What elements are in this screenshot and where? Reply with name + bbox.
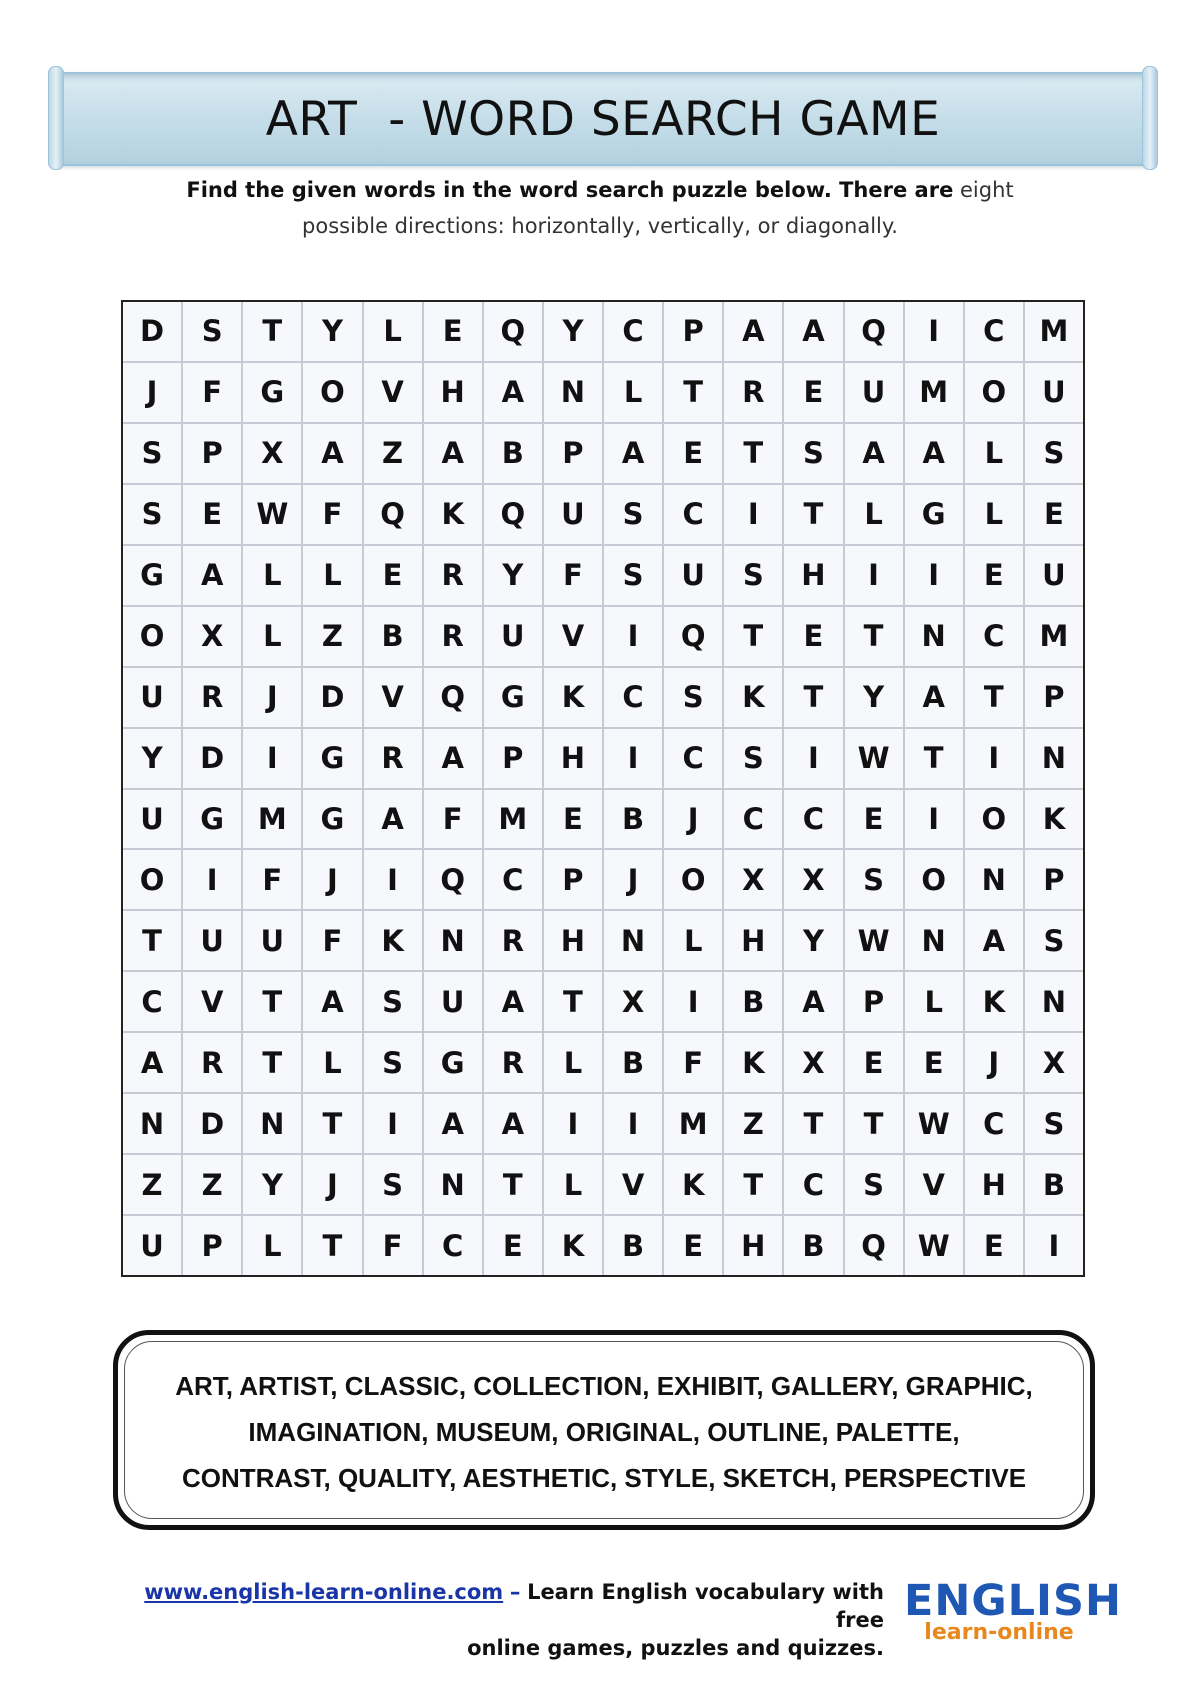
- grid-cell[interactable]: O: [123, 607, 181, 666]
- grid-cell[interactable]: A: [183, 546, 241, 605]
- grid-cell[interactable]: E: [1025, 485, 1083, 544]
- grid-cell[interactable]: L: [243, 546, 301, 605]
- grid-cell[interactable]: C: [965, 607, 1023, 666]
- grid-cell[interactable]: B: [364, 607, 422, 666]
- english-learn-online-logo: [904, 1576, 1123, 1645]
- grid-cell[interactable]: R: [424, 546, 482, 605]
- grid-cell[interactable]: E: [664, 1216, 722, 1275]
- grid-cell[interactable]: U: [664, 546, 722, 605]
- grid-cell[interactable]: I: [604, 729, 662, 788]
- grid-cell[interactable]: A: [303, 972, 361, 1031]
- grid-cell[interactable]: D: [183, 729, 241, 788]
- grid-cell[interactable]: Q: [364, 485, 422, 544]
- grid-cell[interactable]: T: [123, 911, 181, 970]
- grid-cell[interactable]: T: [724, 1155, 782, 1214]
- grid-cell[interactable]: A: [965, 911, 1023, 970]
- grid-cell[interactable]: M: [664, 1094, 722, 1153]
- grid-cell[interactable]: B: [784, 1216, 842, 1275]
- grid-cell[interactable]: C: [604, 668, 662, 727]
- grid-cell[interactable]: G: [484, 668, 542, 727]
- grid-cell[interactable]: B: [604, 1216, 662, 1275]
- grid-cell[interactable]: H: [784, 546, 842, 605]
- grid-cell[interactable]: M: [1025, 607, 1083, 666]
- grid-cell[interactable]: S: [123, 485, 181, 544]
- grid-cell[interactable]: C: [664, 485, 722, 544]
- grid-cell[interactable]: Y: [784, 911, 842, 970]
- grid-cell[interactable]: I: [243, 729, 301, 788]
- grid-cell[interactable]: X: [243, 424, 301, 483]
- grid-cell[interactable]: O: [965, 363, 1023, 422]
- grid-cell[interactable]: P: [544, 424, 602, 483]
- grid-cell[interactable]: R: [484, 1033, 542, 1092]
- grid-cell[interactable]: L: [364, 302, 422, 361]
- grid-cell[interactable]: R: [183, 668, 241, 727]
- grid-cell[interactable]: T: [544, 972, 602, 1031]
- grid-cell[interactable]: X: [784, 850, 842, 909]
- grid-cell[interactable]: Z: [303, 607, 361, 666]
- grid-cell[interactable]: T: [243, 1033, 301, 1092]
- grid-cell[interactable]: O: [905, 850, 963, 909]
- grid-cell[interactable]: Z: [364, 424, 422, 483]
- title-banner: [56, 72, 1150, 166]
- grid-cell[interactable]: G: [303, 729, 361, 788]
- grid-cell[interactable]: W: [905, 1216, 963, 1275]
- grid-cell[interactable]: J: [123, 363, 181, 422]
- grid-cell[interactable]: E: [784, 363, 842, 422]
- logo-line-2: learn-online: [924, 1620, 1074, 1645]
- grid-cell[interactable]: C: [784, 790, 842, 849]
- grid-cell[interactable]: G: [123, 546, 181, 605]
- grid-cell[interactable]: F: [243, 850, 301, 909]
- grid-cell[interactable]: A: [123, 1033, 181, 1092]
- grid-cell[interactable]: U: [123, 668, 181, 727]
- grid-cell[interactable]: J: [965, 1033, 1023, 1092]
- grid-cell[interactable]: T: [724, 424, 782, 483]
- grid-cell[interactable]: M: [243, 790, 301, 849]
- grid-cell[interactable]: S: [604, 485, 662, 544]
- grid-cell[interactable]: S: [364, 1033, 422, 1092]
- grid-cell[interactable]: Q: [424, 668, 482, 727]
- grid-cell[interactable]: A: [784, 972, 842, 1031]
- grid-cell[interactable]: C: [965, 302, 1023, 361]
- grid-cell[interactable]: E: [364, 546, 422, 605]
- grid-cell[interactable]: F: [364, 1216, 422, 1275]
- grid-cell[interactable]: T: [243, 302, 301, 361]
- grid-cell[interactable]: X: [724, 850, 782, 909]
- grid-cell[interactable]: Q: [484, 302, 542, 361]
- grid-cell[interactable]: F: [664, 1033, 722, 1092]
- grid-cell[interactable]: N: [905, 911, 963, 970]
- grid-cell[interactable]: H: [544, 729, 602, 788]
- website-link[interactable]: www.english-learn-online.com: [144, 1580, 504, 1604]
- grid-cell[interactable]: K: [544, 1216, 602, 1275]
- grid-cell[interactable]: I: [604, 1094, 662, 1153]
- grid-cell[interactable]: E: [784, 607, 842, 666]
- grid-cell[interactable]: U: [1025, 546, 1083, 605]
- grid-cell[interactable]: U: [845, 363, 903, 422]
- grid-cell[interactable]: L: [544, 1155, 602, 1214]
- grid-cell[interactable]: Y: [243, 1155, 301, 1214]
- grid-cell[interactable]: N: [243, 1094, 301, 1153]
- grid-cell[interactable]: A: [604, 424, 662, 483]
- grid-cell[interactable]: L: [303, 546, 361, 605]
- grid-cell[interactable]: S: [364, 972, 422, 1031]
- grid-cell[interactable]: J: [664, 790, 722, 849]
- grid-cell[interactable]: N: [424, 911, 482, 970]
- grid-cell[interactable]: L: [965, 424, 1023, 483]
- grid-cell[interactable]: J: [303, 850, 361, 909]
- grid-cell[interactable]: C: [424, 1216, 482, 1275]
- grid-cell[interactable]: S: [845, 1155, 903, 1214]
- grid-cell[interactable]: S: [604, 546, 662, 605]
- grid-cell[interactable]: P: [544, 850, 602, 909]
- grid-cell[interactable]: T: [784, 668, 842, 727]
- grid-cell[interactable]: Y: [544, 302, 602, 361]
- grid-cell[interactable]: E: [424, 302, 482, 361]
- grid-cell[interactable]: U: [1025, 363, 1083, 422]
- grid-cell[interactable]: F: [303, 485, 361, 544]
- page-title: ART - WORD SEARCH GAME: [265, 91, 941, 147]
- grid-cell[interactable]: B: [604, 1033, 662, 1092]
- footer: [114, 1578, 884, 1662]
- grid-cell[interactable]: I: [965, 729, 1023, 788]
- grid-cell[interactable]: L: [303, 1033, 361, 1092]
- grid-cell[interactable]: W: [845, 729, 903, 788]
- grid-cell[interactable]: N: [544, 363, 602, 422]
- grid-cell[interactable]: J: [303, 1155, 361, 1214]
- grid-cell[interactable]: S: [664, 668, 722, 727]
- grid-cell[interactable]: Y: [845, 668, 903, 727]
- grid-cell[interactable]: Y: [303, 302, 361, 361]
- grid-cell[interactable]: E: [484, 1216, 542, 1275]
- grid-cell[interactable]: Y: [484, 546, 542, 605]
- grid-cell[interactable]: U: [544, 485, 602, 544]
- instructions: [120, 172, 1080, 244]
- grid-cell[interactable]: A: [845, 424, 903, 483]
- grid-cell[interactable]: L: [243, 1216, 301, 1275]
- grid-cell[interactable]: E: [845, 1033, 903, 1092]
- grid-cell[interactable]: O: [965, 790, 1023, 849]
- grid-cell[interactable]: N: [604, 911, 662, 970]
- grid-cell[interactable]: B: [724, 972, 782, 1031]
- grid-cell[interactable]: I: [364, 850, 422, 909]
- grid-cell[interactable]: N: [424, 1155, 482, 1214]
- grid-cell[interactable]: E: [905, 1033, 963, 1092]
- grid-cell[interactable]: A: [484, 1094, 542, 1153]
- grid-cell[interactable]: N: [905, 607, 963, 666]
- grid-cell[interactable]: B: [1025, 1155, 1083, 1214]
- footer-tagline-1: Learn English vocabulary with free: [527, 1580, 884, 1632]
- grid-cell[interactable]: A: [784, 302, 842, 361]
- grid-cell[interactable]: H: [724, 911, 782, 970]
- grid-cell[interactable]: T: [845, 1094, 903, 1153]
- grid-cell[interactable]: Q: [845, 302, 903, 361]
- grid-cell[interactable]: K: [724, 1033, 782, 1092]
- grid-cell[interactable]: V: [364, 363, 422, 422]
- grid-cell[interactable]: S: [364, 1155, 422, 1214]
- word-search-grid: [121, 300, 1085, 1277]
- grid-cell[interactable]: C: [724, 790, 782, 849]
- grid-cell[interactable]: T: [965, 668, 1023, 727]
- grid-cell[interactable]: K: [965, 972, 1023, 1031]
- grid-cell[interactable]: X: [183, 607, 241, 666]
- grid-cell[interactable]: G: [905, 485, 963, 544]
- grid-cell[interactable]: G: [183, 790, 241, 849]
- grid-cell[interactable]: I: [905, 790, 963, 849]
- grid-cell[interactable]: B: [484, 424, 542, 483]
- grid-cell[interactable]: V: [544, 607, 602, 666]
- grid-cell[interactable]: M: [905, 363, 963, 422]
- grid-cell[interactable]: T: [664, 363, 722, 422]
- grid-cell[interactable]: I: [604, 607, 662, 666]
- grid-cell[interactable]: V: [364, 668, 422, 727]
- grid-cell[interactable]: W: [905, 1094, 963, 1153]
- grid-cell[interactable]: U: [183, 911, 241, 970]
- grid-cell[interactable]: Q: [845, 1216, 903, 1275]
- grid-cell[interactable]: A: [905, 424, 963, 483]
- grid-cell[interactable]: K: [364, 911, 422, 970]
- grid-cell[interactable]: C: [604, 302, 662, 361]
- word-list-line-2: IMAGINATION, MUSEUM, ORIGINAL, OUTLINE, PALETTE,: [248, 1417, 960, 1447]
- grid-cell[interactable]: X: [784, 1033, 842, 1092]
- grid-cell[interactable]: T: [243, 972, 301, 1031]
- grid-cell[interactable]: A: [424, 1094, 482, 1153]
- grid-cell[interactable]: U: [243, 911, 301, 970]
- grid-cell[interactable]: F: [303, 911, 361, 970]
- grid-cell[interactable]: E: [544, 790, 602, 849]
- word-list-line-3: CONTRAST, QUALITY, AESTHETIC, STYLE, SKETCH, PERSPECTIVE: [181, 1463, 1027, 1493]
- grid-cell[interactable]: N: [965, 850, 1023, 909]
- footer-tagline-2: online games, puzzles and quizzes.: [467, 1636, 884, 1660]
- grid-cell[interactable]: L: [664, 911, 722, 970]
- grid-cell[interactable]: U: [424, 972, 482, 1031]
- grid-cell[interactable]: I: [905, 546, 963, 605]
- word-list-line-1: ART, ARTIST, CLASSIC, COLLECTION, EXHIBIT, GALLERY, GRAPHIC,: [175, 1371, 1033, 1401]
- footer-dash: –: [509, 1580, 521, 1604]
- grid-cell[interactable]: R: [724, 363, 782, 422]
- grid-cell[interactable]: P: [845, 972, 903, 1031]
- grid-cell[interactable]: H: [724, 1216, 782, 1275]
- grid-cell[interactable]: I: [784, 729, 842, 788]
- grid-cell[interactable]: W: [845, 911, 903, 970]
- grid-cell[interactable]: B: [604, 790, 662, 849]
- grid-cell[interactable]: N: [1025, 729, 1083, 788]
- grid-cell[interactable]: T: [303, 1094, 361, 1153]
- grid-cell[interactable]: A: [724, 302, 782, 361]
- grid-cell[interactable]: V: [604, 1155, 662, 1214]
- grid-cell[interactable]: D: [123, 302, 181, 361]
- grid-cell[interactable]: S: [1025, 1094, 1083, 1153]
- grid-cell[interactable]: A: [364, 790, 422, 849]
- grid-cell[interactable]: T: [784, 485, 842, 544]
- grid-cell[interactable]: A: [905, 668, 963, 727]
- grid-cell[interactable]: D: [183, 1094, 241, 1153]
- grid-cell[interactable]: P: [1025, 850, 1083, 909]
- grid-cell[interactable]: F: [544, 546, 602, 605]
- grid-cell[interactable]: O: [664, 850, 722, 909]
- grid-cell[interactable]: F: [424, 790, 482, 849]
- grid-cell[interactable]: C: [965, 1094, 1023, 1153]
- grid-cell[interactable]: V: [905, 1155, 963, 1214]
- instructions-bold: Find the given words in the word search puzzle below. There are: [186, 178, 954, 202]
- grid-cell[interactable]: T: [724, 607, 782, 666]
- grid-cell[interactable]: P: [1025, 668, 1083, 727]
- grid-cell[interactable]: K: [1025, 790, 1083, 849]
- grid-cell[interactable]: S: [183, 302, 241, 361]
- grid-cell[interactable]: Q: [664, 607, 722, 666]
- grid-cell[interactable]: G: [424, 1033, 482, 1092]
- word-list-box: [113, 1330, 1095, 1530]
- instructions-count: eight: [960, 178, 1014, 202]
- grid-cell[interactable]: T: [845, 607, 903, 666]
- grid-cell[interactable]: H: [544, 911, 602, 970]
- grid-cell[interactable]: T: [303, 1216, 361, 1275]
- grid-cell[interactable]: Y: [123, 729, 181, 788]
- grid-cell[interactable]: K: [664, 1155, 722, 1214]
- grid-cell[interactable]: V: [183, 972, 241, 1031]
- grid-cell[interactable]: M: [1025, 302, 1083, 361]
- grid-cell[interactable]: R: [364, 729, 422, 788]
- grid-cell[interactable]: G: [303, 790, 361, 849]
- grid-cell[interactable]: K: [424, 485, 482, 544]
- grid-cell[interactable]: A: [424, 424, 482, 483]
- grid-cell[interactable]: X: [1025, 1033, 1083, 1092]
- grid-cell[interactable]: T: [905, 729, 963, 788]
- grid-cell[interactable]: S: [724, 546, 782, 605]
- grid-cell[interactable]: E: [183, 485, 241, 544]
- instructions-directions: possible directions: horizontally, vertically, or diagonally.: [302, 214, 898, 238]
- grid-cell[interactable]: S: [784, 424, 842, 483]
- grid-cell[interactable]: Q: [484, 485, 542, 544]
- grid-cell[interactable]: P: [183, 424, 241, 483]
- grid-cell[interactable]: U: [484, 607, 542, 666]
- grid-cell[interactable]: I: [183, 850, 241, 909]
- grid-cell[interactable]: F: [183, 363, 241, 422]
- grid-cell[interactable]: H: [965, 1155, 1023, 1214]
- grid-cell[interactable]: P: [664, 302, 722, 361]
- grid-cell[interactable]: K: [544, 668, 602, 727]
- grid-cell[interactable]: I: [845, 546, 903, 605]
- grid-cell[interactable]: A: [424, 729, 482, 788]
- grid-cell[interactable]: A: [303, 424, 361, 483]
- grid-cell[interactable]: U: [123, 1216, 181, 1275]
- grid-cell[interactable]: I: [1025, 1216, 1083, 1275]
- grid-cell[interactable]: L: [243, 607, 301, 666]
- grid-cell[interactable]: J: [243, 668, 301, 727]
- grid-cell[interactable]: L: [965, 485, 1023, 544]
- grid-cell[interactable]: S: [845, 850, 903, 909]
- grid-cell[interactable]: C: [664, 729, 722, 788]
- grid-cell[interactable]: E: [965, 546, 1023, 605]
- grid-cell[interactable]: I: [724, 485, 782, 544]
- grid-cell[interactable]: I: [544, 1094, 602, 1153]
- grid-cell[interactable]: O: [303, 363, 361, 422]
- grid-cell[interactable]: N: [123, 1094, 181, 1153]
- grid-cell[interactable]: T: [484, 1155, 542, 1214]
- grid-cell[interactable]: S: [724, 729, 782, 788]
- grid-cell[interactable]: A: [484, 972, 542, 1031]
- grid-cell[interactable]: J: [604, 850, 662, 909]
- grid-cell[interactable]: P: [484, 729, 542, 788]
- grid-cell[interactable]: C: [484, 850, 542, 909]
- grid-cell[interactable]: R: [183, 1033, 241, 1092]
- grid-cell[interactable]: E: [664, 424, 722, 483]
- grid-cell[interactable]: I: [664, 972, 722, 1031]
- grid-cell[interactable]: G: [243, 363, 301, 422]
- grid-cell[interactable]: L: [544, 1033, 602, 1092]
- grid-cell[interactable]: N: [1025, 972, 1083, 1031]
- grid-cell[interactable]: S: [123, 424, 181, 483]
- grid-cell[interactable]: X: [604, 972, 662, 1031]
- grid-cell[interactable]: L: [905, 972, 963, 1031]
- grid-cell[interactable]: M: [484, 790, 542, 849]
- grid-cell[interactable]: C: [123, 972, 181, 1031]
- grid-cell[interactable]: E: [845, 790, 903, 849]
- grid-cell[interactable]: T: [784, 1094, 842, 1153]
- grid-cell[interactable]: R: [424, 607, 482, 666]
- grid-cell[interactable]: D: [303, 668, 361, 727]
- grid-cell[interactable]: R: [484, 911, 542, 970]
- grid-cell[interactable]: S: [1025, 911, 1083, 970]
- grid-cell[interactable]: S: [1025, 424, 1083, 483]
- grid-cell[interactable]: O: [123, 850, 181, 909]
- grid-cell[interactable]: I: [364, 1094, 422, 1153]
- grid-cell[interactable]: K: [724, 668, 782, 727]
- grid-cell[interactable]: H: [424, 363, 482, 422]
- word-list: [138, 1363, 1070, 1501]
- logo-line-1: ENGLISH: [904, 1576, 1123, 1626]
- grid-cell[interactable]: Z: [123, 1155, 181, 1214]
- grid-cell[interactable]: I: [905, 302, 963, 361]
- grid-cell[interactable]: Z: [183, 1155, 241, 1214]
- grid-cell[interactable]: L: [845, 485, 903, 544]
- grid-cell[interactable]: E: [965, 1216, 1023, 1275]
- grid-cell[interactable]: C: [784, 1155, 842, 1214]
- grid-cell[interactable]: U: [123, 790, 181, 849]
- grid-cell[interactable]: Z: [724, 1094, 782, 1153]
- grid-cell[interactable]: W: [243, 485, 301, 544]
- grid-cell[interactable]: L: [604, 363, 662, 422]
- grid-cell[interactable]: P: [183, 1216, 241, 1275]
- grid-cell[interactable]: A: [484, 363, 542, 422]
- grid-cell[interactable]: Q: [424, 850, 482, 909]
